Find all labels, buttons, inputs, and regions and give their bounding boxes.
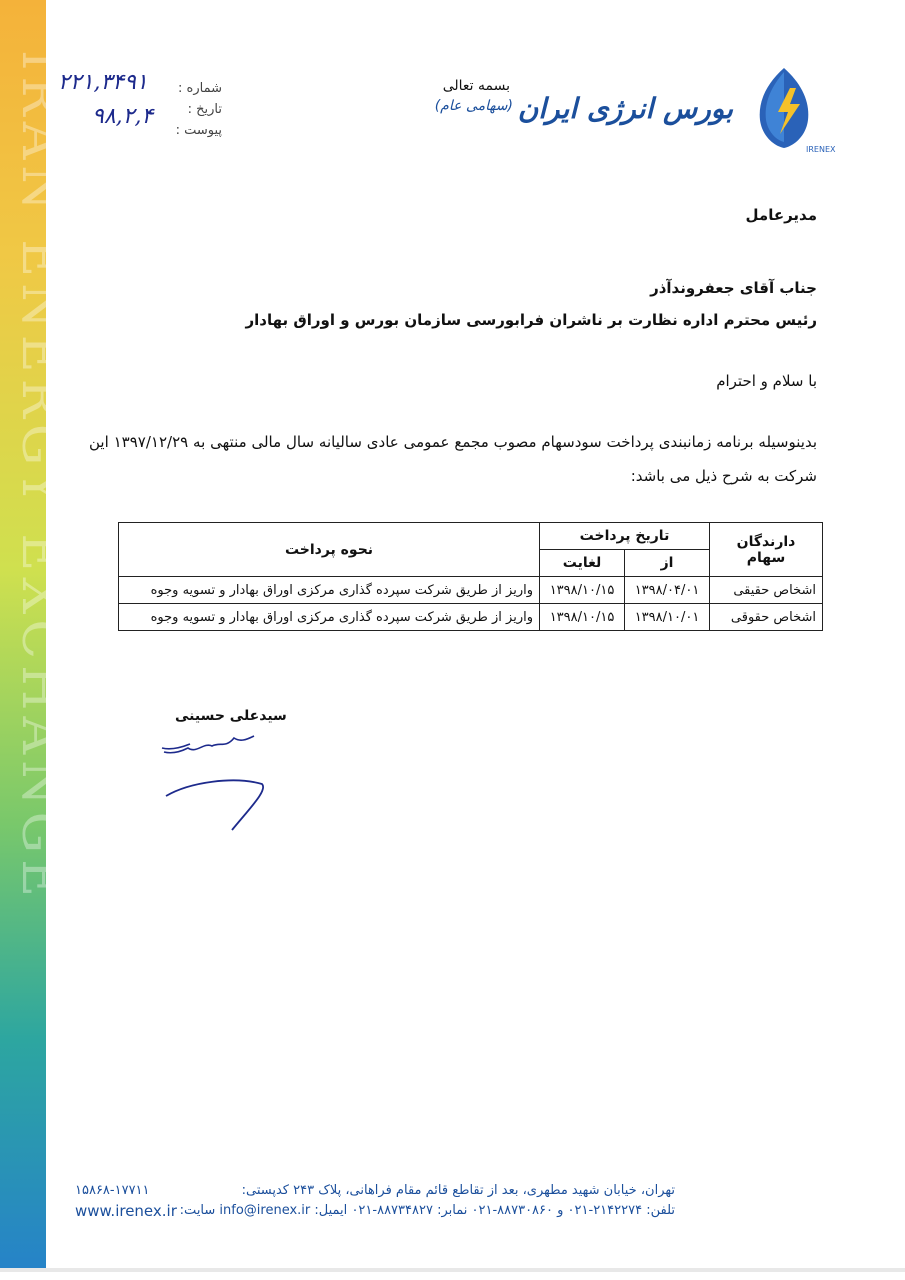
signer-name: سیدعلی حسینی xyxy=(175,708,287,724)
cell-to: ۱۳۹۸/۱۰/۱۵ xyxy=(540,577,625,604)
company-type: (سهامی عام) xyxy=(434,98,513,114)
table-row xyxy=(119,604,823,631)
cell-holders: اشخاص حقوقی xyxy=(710,604,823,631)
side-color-band xyxy=(0,0,70,1268)
table-header-row xyxy=(119,523,823,550)
greeting: با سلام و احترام xyxy=(716,372,817,390)
footer-address: تهران، خیابان شهید مطهری، بعد از تقاطع قائم مقام فراهانی، پلاک ۲۴۳ کدپستی: xyxy=(241,1183,675,1198)
header-to: لغایت xyxy=(540,550,625,577)
header-holders: دارندگان سهام xyxy=(710,523,823,577)
cell-to: ۱۳۹۸/۱۰/۱۵ xyxy=(540,604,625,631)
bottom-rule xyxy=(0,1268,905,1272)
cell-method: واریز از طریق شرکت سپرده گذاری مرکزی اوراق بهادار و تسویه وجوه xyxy=(119,604,540,631)
dividend-schedule-table xyxy=(118,522,823,631)
handwritten-letter-date: ۹۸,۲,۴ xyxy=(92,104,154,129)
basmala: بسمه تعالی xyxy=(442,78,510,94)
side-watermark-text: IRAN ENERGY EXCHANGE xyxy=(10,50,70,904)
header-from: از xyxy=(625,550,710,577)
sender-title: مدیرعامل xyxy=(745,206,817,224)
header-method: نحوه پرداخت xyxy=(119,523,540,577)
table-row xyxy=(119,577,823,604)
letter-meta xyxy=(176,78,222,141)
letter-body: بدینوسیله برنامه زمانبندی پرداخت سودسهام مصوب مجمع عمومی عادی سالیانه سال مالی منتهی به ۱۳۹۷/۱۲/۲۹ این شرکت به شرح ذیل می باشد: xyxy=(89,433,818,485)
header-payment-date: تاریخ پرداخت xyxy=(540,523,710,550)
handwritten-letter-number: ۲۲۱,۳۴۹۱ xyxy=(58,70,148,95)
logo-caption: IRENEX xyxy=(806,145,836,154)
cell-from: ۱۳۹۸/۰۴/۰۱ xyxy=(625,577,710,604)
footer-website: www.irenex.ir xyxy=(75,1202,177,1220)
footer-contacts: تلفن: ۲۱۴۲۲۷۴-۰۲۱ و ۸۸۷۳۰۸۶۰-۰۲۱ نمابر: ۸۸۷۳۴۸۲۷-۰۲۱ ایمیل: info@irenex.ir سایت: xyxy=(179,1203,675,1218)
cell-from: ۱۳۹۸/۱۰/۰۱ xyxy=(625,604,710,631)
company-name: بورس انرژی ایران xyxy=(517,92,733,125)
number-label: شماره : xyxy=(178,81,222,96)
footer-postal-code: ۱۵۸۶۸-۱۷۷۱۱ xyxy=(75,1183,150,1198)
date-label: تاریخ : xyxy=(187,102,222,117)
irenex-logo-icon xyxy=(748,62,836,154)
cell-holders: اشخاص حقیقی xyxy=(710,577,823,604)
attachment-label: پیوست : xyxy=(175,123,222,138)
recipient-name: جناب آقای جعفروندآذر xyxy=(650,279,817,297)
handwritten-signature xyxy=(150,730,290,840)
recipient-position: رئیس محترم اداره نظارت بر ناشران فرابورسی سازمان بورس و اوراق بهادار xyxy=(245,311,817,329)
cell-method: واریز از طریق شرکت سپرده گذاری مرکزی اوراق بهادار و تسویه وجوه xyxy=(119,577,540,604)
